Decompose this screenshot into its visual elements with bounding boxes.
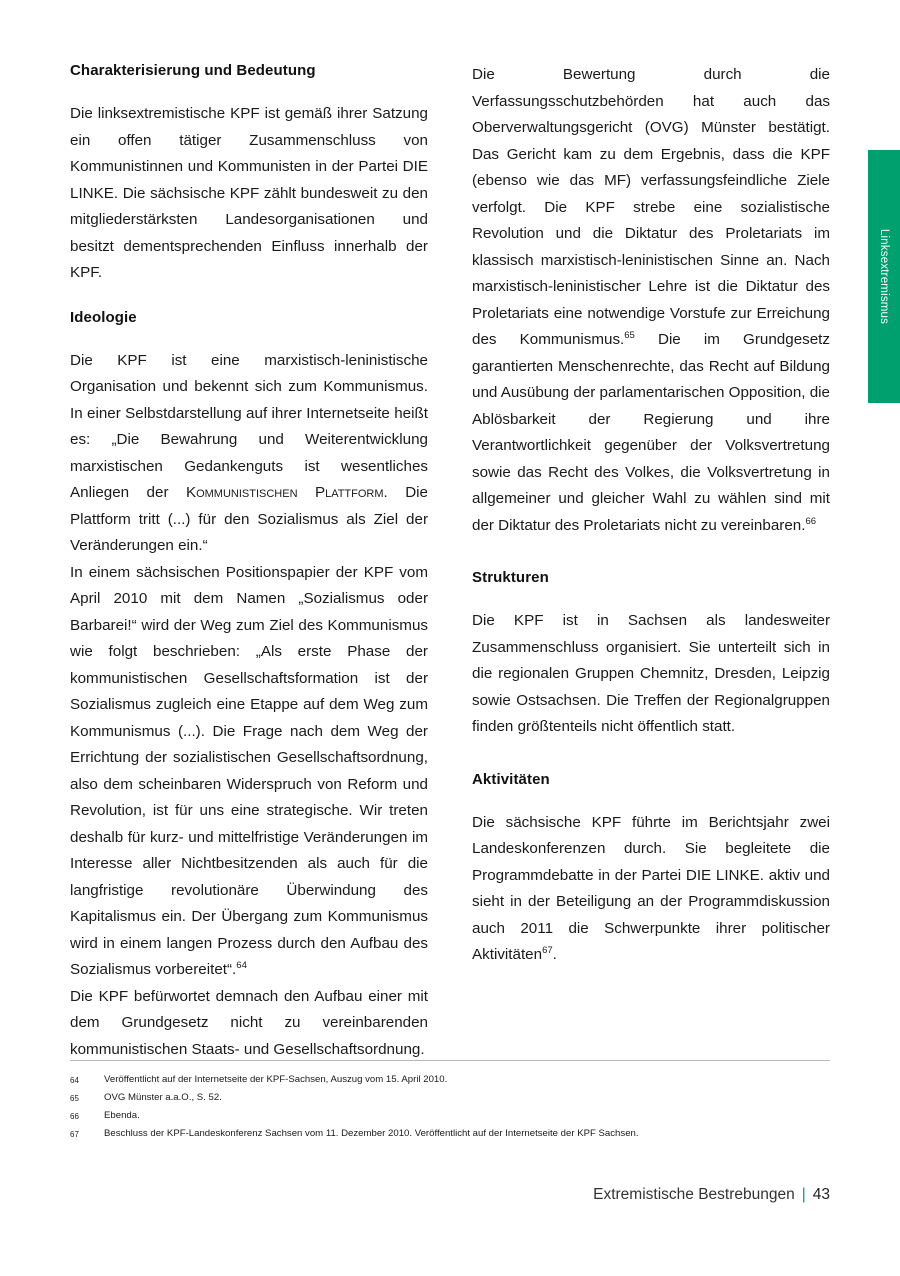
paragraph-aktivitaeten-part-b: .	[552, 946, 557, 963]
footnote-item	[70, 1071, 830, 1089]
section-tab-label: Linksextremismus	[878, 228, 890, 325]
paragraph-ideologie-1-part-a: Die KPF ist eine marxistisch-leninistische Organisation und bekennt sich zum Kommunismus. In einer Selbstdarstellung auf ihrer Internetseite heißt es: „Die Bewahrung und Weiterentwicklung marxistischen Gedankenguts ist wesentliches Anliegen der	[70, 351, 428, 501]
paragraph-charakterisierung: Die linksextremistische KPF ist gemäß ihrer Satzung ein offen tätiger Zusammenschluss von Kommunistinnen und Kommunisten in der Partei DIE LINKE. Die sächsische KPF zählt bundesweit zu den mitgliederstärksten Landesorganisationen und besitzt dementsprechenden Einfluss innerhalb der KPF.	[70, 105, 428, 281]
footnote-ref-65[interactable]: 65	[624, 329, 635, 341]
footnote-text: Veröffentlicht auf der Internetseite der KPF-Sachsen, Auszug vom 15. April 2010.	[104, 1074, 448, 1085]
page-footer-title: Extremistische Bestrebungen	[593, 1186, 795, 1203]
paragraph-bewertung-part-b: Die im Grundgesetz garantierten Menschenrechte, das Recht auf Bildung und Ausübung der parlamentarischen Opposition, die Ablösbarkeit der Regierung und ihre Verantwortlichkeit gegenüber der Volksvertretung sowie das Recht des Volkes, die Volksvertretung in allgemeiner und gleicher Wahl zu wählen sind mit der Diktatur des Proletariats nicht zu vereinbaren.	[472, 331, 830, 534]
section-tab-linksextremismus	[868, 150, 900, 403]
footnote-ref-64[interactable]: 64	[236, 959, 247, 971]
footnote-text: Beschluss der KPF-Landeskonferenz Sachsen vom 11. Dezember 2010. Veröffentlicht auf der Internetseite der KPF Sachsen.	[104, 1128, 639, 1139]
paragraph-ideologie-2-text: In einem sächsischen Positionspapier der KPF vom April 2010 mit dem Namen „Sozialismus oder Barbarei!“ wird der Weg zum Ziel des Kommunismus wie folgt beschrieben: „Als erste Phase der kommunistischen Gesellschaftsformation ist der Sozialismus zugleich eine Etappe auf dem Weg zum Kommunismus (...). Die Frage nach dem Weg der Errichtung der sozialistischen Gesellschaftsordnung, also dem scheinbaren Widerspruch von Reform und Revolution, ist für uns eine strategische. Wir treten deshalb für kurz- und mittelfristige Veränderungen im Interesse aller Nichtbesitzenden als auch für die langfristige revolutionäre Überwindung des Kapitalismus ein. Der Übergang zum Kommunismus wird in einem langen Prozess durch den Aufbau des Sozialismus vorbereitet“.	[70, 563, 428, 978]
two-column-body	[70, 62, 830, 1085]
paragraph-strukturen: Die KPF ist in Sachsen als landesweiter Zusammenschluss organisiert. Sie unterteilt sich in die regionalen Gruppen Chemnitz, Dresden, Leipzig sowie Ostsachsen. Die Treffen der Regionalgruppen finden größtenteils nicht öffentlich statt.	[472, 612, 830, 735]
footnote-text: Ebenda.	[104, 1110, 140, 1121]
paragraph-ideologie-1-smallcaps: Kommunistischen Plattform	[185, 484, 384, 501]
footnote-item	[70, 1125, 830, 1143]
heading-strukturen: Strukturen	[472, 569, 549, 586]
paragraph-ideologie-1	[70, 348, 428, 560]
page-number: 43	[812, 1186, 830, 1203]
heading-ideologie: Ideologie	[70, 308, 137, 326]
paragraph-ideologie-3: Die KPF befürwortet demnach den Aufbau einer mit dem Grundgesetz nicht zu vereinbarenden kommunistischen Staats- und Gesellschaftsordnung.	[70, 987, 428, 1058]
footnote-number: 65	[70, 1094, 79, 1103]
footnote-ref-67[interactable]: 67	[542, 944, 553, 956]
paragraph-ideologie-1-part-b: . Die Plattform tritt (...) für den Sozialismus als Ziel der Veränderungen ein.“	[70, 484, 428, 554]
page-footer	[70, 1186, 830, 1204]
paragraph-bewertung	[472, 62, 830, 539]
footnote-text: OVG Münster a.a.O., S. 52.	[104, 1092, 222, 1103]
right-column	[472, 62, 830, 991]
footnote-number: 64	[70, 1076, 79, 1085]
paragraph-aktivitaeten	[472, 810, 830, 969]
footnotes-block	[70, 1060, 830, 1143]
footnote-item	[70, 1089, 830, 1107]
footnote-ref-66[interactable]: 66	[805, 515, 817, 527]
paragraph-aktivitaeten-part-a: Die sächsische KPF führte im Berichtsjahr zwei Landeskonferenzen durch. Sie begleitete die Programmdebatte in der Partei DIE LINKE. aktiv und sieht in der Beteiligung an der Programmdiskussion auch 2011 die Schwerpunkte ihrer politischer Aktivitäten	[472, 813, 830, 963]
footnote-item	[70, 1107, 830, 1125]
heading-aktivitaeten: Aktivitäten	[472, 770, 550, 788]
left-column	[70, 62, 428, 1085]
page-footer-separator: |	[801, 1186, 806, 1203]
paragraph-bewertung-part-a: Die Bewertung durch die Verfassungsschutzbehörden hat auch das Oberverwaltungsgericht (OVG) Münster bestätigt. Das Gericht kam zu dem Ergebnis, dass die KPF (ebenso wie das MF) verfassungsfeindliche Ziele verfolgt. Die KPF strebe eine sozialistische Revolution und die Diktatur des Proletariats im klassisch marxistisch-leninistischen Sinne an. Nach marxistisch-leninistischer Lehre ist die Diktatur des Proletariats eine notwendige Vorstufe zur Erreichung des Kommunismus.	[472, 66, 830, 348]
heading-charakterisierung: Charakterisierung und Bedeutung	[70, 62, 316, 79]
footnote-number: 66	[70, 1112, 79, 1121]
footnote-number: 67	[70, 1130, 79, 1139]
paragraph-ideologie-2	[70, 560, 428, 984]
